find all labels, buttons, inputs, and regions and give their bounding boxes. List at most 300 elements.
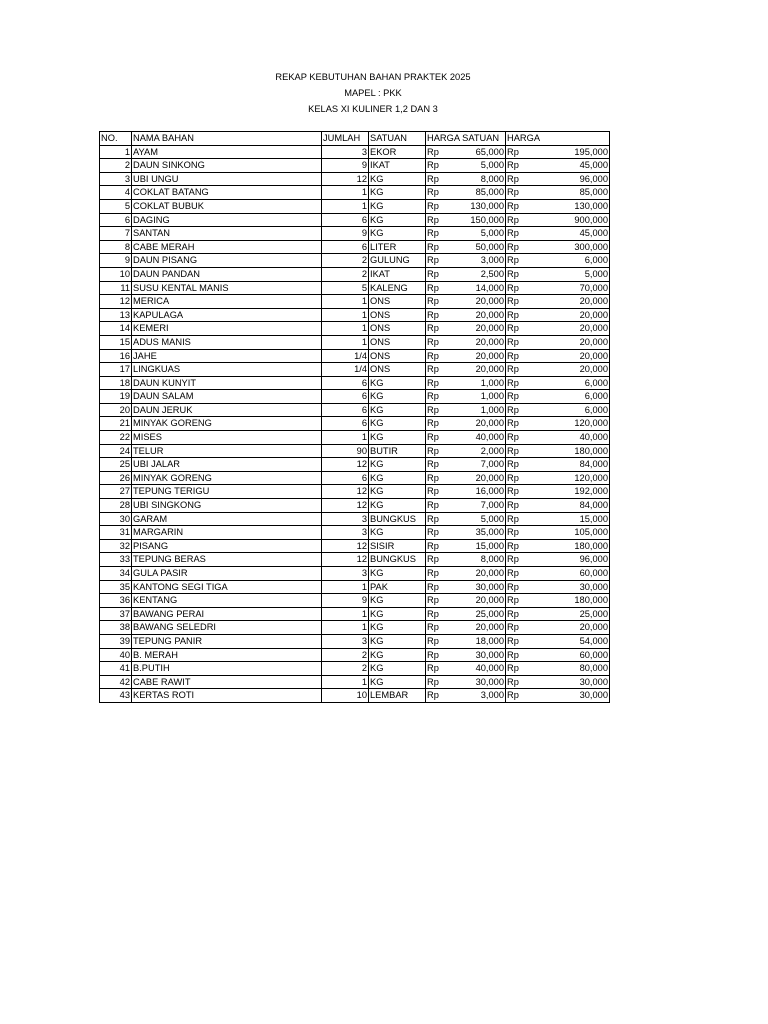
- cell-harga: 40,000: [529, 431, 610, 445]
- cell-harga-satuan: 20,000: [451, 621, 506, 635]
- cell-currency: Rp: [506, 431, 529, 445]
- cell-no: 12: [100, 295, 132, 309]
- cell-jumlah: 2: [322, 254, 369, 268]
- cell-satuan: IKAT: [369, 267, 426, 281]
- cell-currency: Rp: [506, 499, 529, 513]
- cell-harga: 20,000: [529, 621, 610, 635]
- cell-satuan: KALENG: [369, 281, 426, 295]
- cell-jumlah: 12: [322, 553, 369, 567]
- cell-harga: 20,000: [529, 295, 610, 309]
- cell-harga-satuan: 5,000: [451, 227, 506, 241]
- cell-satuan: KG: [369, 172, 426, 186]
- cell-currency: Rp: [506, 172, 529, 186]
- table-row: [100, 689, 610, 703]
- cell-satuan: ONS: [369, 363, 426, 377]
- cell-jumlah: 1/4: [322, 363, 369, 377]
- cell-jumlah: 6: [322, 213, 369, 227]
- cell-nama-bahan: CABE MERAH: [132, 240, 322, 254]
- cell-no: 21: [100, 417, 132, 431]
- cell-jumlah: 6: [322, 376, 369, 390]
- cell-nama-bahan: DAUN PANDAN: [132, 267, 322, 281]
- cell-jumlah: 1: [322, 621, 369, 635]
- cell-nama-bahan: KENTANG: [132, 594, 322, 608]
- cell-nama-bahan: SANTAN: [132, 227, 322, 241]
- cell-nama-bahan: TELUR: [132, 444, 322, 458]
- cell-nama-bahan: BAWANG SELEDRI: [132, 621, 322, 635]
- cell-harga-satuan: 5,000: [451, 159, 506, 173]
- cell-currency: Rp: [426, 567, 451, 581]
- cell-harga-satuan: 65,000: [451, 145, 506, 159]
- cell-nama-bahan: LINGKUAS: [132, 363, 322, 377]
- cell-no: 18: [100, 376, 132, 390]
- cell-harga: 900,000: [529, 213, 610, 227]
- cell-jumlah: 1: [322, 199, 369, 213]
- header-harga: HARGA: [506, 132, 610, 146]
- cell-no: 38: [100, 621, 132, 635]
- cell-harga: 6,000: [529, 254, 610, 268]
- cell-harga-satuan: 7,000: [451, 458, 506, 472]
- cell-jumlah: 9: [322, 594, 369, 608]
- cell-nama-bahan: KERTAS ROTI: [132, 689, 322, 703]
- cell-satuan: KG: [369, 634, 426, 648]
- cell-harga-satuan: 8,000: [451, 553, 506, 567]
- cell-currency: Rp: [506, 322, 529, 336]
- cell-currency: Rp: [426, 227, 451, 241]
- cell-no: 7: [100, 227, 132, 241]
- cell-harga: 6,000: [529, 403, 610, 417]
- cell-harga-satuan: 3,000: [451, 254, 506, 268]
- cell-no: 13: [100, 308, 132, 322]
- cell-currency: Rp: [506, 159, 529, 173]
- cell-no: 33: [100, 553, 132, 567]
- cell-no: 19: [100, 390, 132, 404]
- cell-no: 26: [100, 471, 132, 485]
- cell-satuan: KG: [369, 376, 426, 390]
- cell-currency: Rp: [426, 499, 451, 513]
- cell-nama-bahan: UBI JALAR: [132, 458, 322, 472]
- table-row: [100, 240, 610, 254]
- cell-satuan: KG: [369, 186, 426, 200]
- cell-satuan: GULUNG: [369, 254, 426, 268]
- cell-harga: 180,000: [529, 539, 610, 553]
- cell-jumlah: 6: [322, 417, 369, 431]
- cell-harga: 96,000: [529, 553, 610, 567]
- cell-currency: Rp: [506, 349, 529, 363]
- cell-harga-satuan: 30,000: [451, 580, 506, 594]
- table-row: [100, 281, 610, 295]
- table-row: [100, 634, 610, 648]
- cell-satuan: ONS: [369, 349, 426, 363]
- cell-nama-bahan: MISES: [132, 431, 322, 445]
- cell-nama-bahan: COKLAT BATANG: [132, 186, 322, 200]
- table-row: [100, 295, 610, 309]
- cell-harga-satuan: 5,000: [451, 512, 506, 526]
- cell-harga: 192,000: [529, 485, 610, 499]
- cell-no: 40: [100, 648, 132, 662]
- cell-no: 22: [100, 431, 132, 445]
- cell-currency: Rp: [426, 553, 451, 567]
- cell-currency: Rp: [426, 675, 451, 689]
- cell-currency: Rp: [426, 267, 451, 281]
- cell-harga-satuan: 30,000: [451, 675, 506, 689]
- table-row: [100, 580, 610, 594]
- table-row: [100, 526, 610, 540]
- cell-harga: 105,000: [529, 526, 610, 540]
- cell-satuan: BUTIR: [369, 444, 426, 458]
- cell-harga-satuan: 1,000: [451, 403, 506, 417]
- cell-no: 32: [100, 539, 132, 553]
- cell-satuan: SISIR: [369, 539, 426, 553]
- cell-harga-satuan: 25,000: [451, 607, 506, 621]
- cell-harga: 60,000: [529, 648, 610, 662]
- cell-harga: 20,000: [529, 349, 610, 363]
- table-row: [100, 172, 610, 186]
- table-row: [100, 227, 610, 241]
- cell-currency: Rp: [506, 553, 529, 567]
- cell-harga-satuan: 20,000: [451, 363, 506, 377]
- table-row: [100, 458, 610, 472]
- cell-satuan: ONS: [369, 322, 426, 336]
- cell-harga: 120,000: [529, 471, 610, 485]
- table-row: [100, 553, 610, 567]
- cell-satuan: KG: [369, 526, 426, 540]
- cell-jumlah: 6: [322, 390, 369, 404]
- cell-harga: 20,000: [529, 335, 610, 349]
- cell-nama-bahan: DAUN KUNYIT: [132, 376, 322, 390]
- cell-satuan: KG: [369, 648, 426, 662]
- cell-currency: Rp: [506, 634, 529, 648]
- cell-satuan: KG: [369, 594, 426, 608]
- cell-harga: 30,000: [529, 689, 610, 703]
- cell-currency: Rp: [506, 594, 529, 608]
- cell-no: 1: [100, 145, 132, 159]
- table-row: [100, 648, 610, 662]
- table-row: [100, 621, 610, 635]
- cell-currency: Rp: [506, 539, 529, 553]
- cell-harga: 130,000: [529, 199, 610, 213]
- cell-no: 20: [100, 403, 132, 417]
- header-nama-bahan: NAMA BAHAN: [132, 132, 322, 146]
- table-row: [100, 213, 610, 227]
- cell-harga-satuan: 1,000: [451, 376, 506, 390]
- cell-harga-satuan: 20,000: [451, 594, 506, 608]
- cell-nama-bahan: CABE RAWIT: [132, 675, 322, 689]
- cell-currency: Rp: [506, 444, 529, 458]
- cell-no: 36: [100, 594, 132, 608]
- cell-currency: Rp: [426, 308, 451, 322]
- cell-jumlah: 3: [322, 526, 369, 540]
- cell-jumlah: 3: [322, 145, 369, 159]
- cell-nama-bahan: ADUS MANIS: [132, 335, 322, 349]
- cell-nama-bahan: B.PUTIH: [132, 662, 322, 676]
- cell-satuan: KG: [369, 485, 426, 499]
- cell-no: 3: [100, 172, 132, 186]
- cell-currency: Rp: [506, 403, 529, 417]
- cell-currency: Rp: [506, 662, 529, 676]
- cell-currency: Rp: [506, 675, 529, 689]
- cell-satuan: KG: [369, 621, 426, 635]
- cell-nama-bahan: KANTONG SEGI TIGA: [132, 580, 322, 594]
- cell-nama-bahan: B. MERAH: [132, 648, 322, 662]
- cell-currency: Rp: [426, 648, 451, 662]
- cell-harga: 20,000: [529, 322, 610, 336]
- cell-nama-bahan: BAWANG PERAI: [132, 607, 322, 621]
- cell-jumlah: 12: [322, 499, 369, 513]
- cell-currency: Rp: [506, 281, 529, 295]
- cell-nama-bahan: DAUN PISANG: [132, 254, 322, 268]
- cell-no: 42: [100, 675, 132, 689]
- table-row: [100, 417, 610, 431]
- cell-jumlah: 2: [322, 662, 369, 676]
- cell-currency: Rp: [506, 648, 529, 662]
- cell-harga: 195,000: [529, 145, 610, 159]
- cell-currency: Rp: [506, 621, 529, 635]
- cell-currency: Rp: [506, 376, 529, 390]
- cell-currency: Rp: [506, 295, 529, 309]
- cell-no: 35: [100, 580, 132, 594]
- cell-jumlah: 3: [322, 634, 369, 648]
- cell-harga-satuan: 130,000: [451, 199, 506, 213]
- cell-currency: Rp: [426, 662, 451, 676]
- cell-satuan: KG: [369, 675, 426, 689]
- cell-harga-satuan: 20,000: [451, 567, 506, 581]
- header-no: NO.: [100, 132, 132, 146]
- cell-jumlah: 6: [322, 403, 369, 417]
- cell-nama-bahan: MARGARIN: [132, 526, 322, 540]
- cell-currency: Rp: [506, 308, 529, 322]
- cell-currency: Rp: [426, 199, 451, 213]
- document-title: REKAP KEBUTUHAN BAHAN PRAKTEK 2025: [275, 72, 471, 82]
- cell-jumlah: 10: [322, 689, 369, 703]
- cell-no: 2: [100, 159, 132, 173]
- cell-currency: Rp: [426, 594, 451, 608]
- cell-harga: 5,000: [529, 267, 610, 281]
- cell-nama-bahan: UBI UNGU: [132, 172, 322, 186]
- cell-harga: 180,000: [529, 594, 610, 608]
- cell-no: 10: [100, 267, 132, 281]
- cell-harga: 80,000: [529, 662, 610, 676]
- cell-harga-satuan: 20,000: [451, 349, 506, 363]
- table-row: [100, 322, 610, 336]
- cell-currency: Rp: [506, 471, 529, 485]
- cell-currency: Rp: [506, 335, 529, 349]
- cell-harga-satuan: 8,000: [451, 172, 506, 186]
- cell-harga: 85,000: [529, 186, 610, 200]
- cell-no: 6: [100, 213, 132, 227]
- cell-harga-satuan: 20,000: [451, 471, 506, 485]
- cell-currency: Rp: [426, 444, 451, 458]
- cell-nama-bahan: PISANG: [132, 539, 322, 553]
- cell-jumlah: 1: [322, 607, 369, 621]
- cell-currency: Rp: [426, 390, 451, 404]
- cell-nama-bahan: AYAM: [132, 145, 322, 159]
- cell-currency: Rp: [426, 417, 451, 431]
- cell-satuan: KG: [369, 227, 426, 241]
- cell-harga-satuan: 50,000: [451, 240, 506, 254]
- cell-nama-bahan: KEMERI: [132, 322, 322, 336]
- cell-jumlah: 5: [322, 281, 369, 295]
- cell-currency: Rp: [506, 689, 529, 703]
- cell-currency: Rp: [426, 607, 451, 621]
- cell-jumlah: 90: [322, 444, 369, 458]
- cell-currency: Rp: [426, 580, 451, 594]
- cell-jumlah: 1/4: [322, 349, 369, 363]
- cell-jumlah: 3: [322, 512, 369, 526]
- cell-harga-satuan: 20,000: [451, 295, 506, 309]
- cell-harga: 70,000: [529, 281, 610, 295]
- cell-satuan: KG: [369, 431, 426, 445]
- cell-currency: Rp: [426, 240, 451, 254]
- cell-currency: Rp: [426, 349, 451, 363]
- table-row: [100, 512, 610, 526]
- table-row: [100, 594, 610, 608]
- table-row: [100, 254, 610, 268]
- cell-satuan: KG: [369, 607, 426, 621]
- cell-jumlah: 12: [322, 172, 369, 186]
- cell-no: 39: [100, 634, 132, 648]
- cell-currency: Rp: [506, 254, 529, 268]
- cell-harga-satuan: 2,000: [451, 444, 506, 458]
- cell-nama-bahan: SUSU KENTAL MANIS: [132, 281, 322, 295]
- cell-satuan: KG: [369, 471, 426, 485]
- cell-currency: Rp: [426, 281, 451, 295]
- cell-jumlah: 9: [322, 227, 369, 241]
- cell-harga-satuan: 20,000: [451, 322, 506, 336]
- cell-satuan: LITER: [369, 240, 426, 254]
- table-row: [100, 186, 610, 200]
- table-row: [100, 159, 610, 173]
- cell-nama-bahan: MERICA: [132, 295, 322, 309]
- cell-satuan: EKOR: [369, 145, 426, 159]
- cell-harga-satuan: 40,000: [451, 431, 506, 445]
- cell-harga: 45,000: [529, 159, 610, 173]
- cell-harga: 60,000: [529, 567, 610, 581]
- cell-no: 25: [100, 458, 132, 472]
- cell-satuan: KG: [369, 499, 426, 513]
- cell-no: 17: [100, 363, 132, 377]
- cell-harga: 96,000: [529, 172, 610, 186]
- cell-jumlah: 1: [322, 335, 369, 349]
- cell-currency: Rp: [426, 403, 451, 417]
- cell-no: 24: [100, 444, 132, 458]
- table-row: [100, 444, 610, 458]
- cell-jumlah: 9: [322, 159, 369, 173]
- cell-satuan: KG: [369, 417, 426, 431]
- cell-currency: Rp: [506, 390, 529, 404]
- cell-satuan: IKAT: [369, 159, 426, 173]
- cell-no: 5: [100, 199, 132, 213]
- cell-jumlah: 1: [322, 186, 369, 200]
- cell-satuan: ONS: [369, 295, 426, 309]
- cell-currency: Rp: [426, 458, 451, 472]
- cell-harga-satuan: 150,000: [451, 213, 506, 227]
- table-row: [100, 662, 610, 676]
- cell-currency: Rp: [426, 186, 451, 200]
- cell-no: 15: [100, 335, 132, 349]
- cell-harga: 84,000: [529, 499, 610, 513]
- cell-currency: Rp: [506, 186, 529, 200]
- cell-currency: Rp: [426, 689, 451, 703]
- cell-currency: Rp: [426, 512, 451, 526]
- cell-currency: Rp: [506, 485, 529, 499]
- cell-harga: 30,000: [529, 580, 610, 594]
- cell-satuan: ONS: [369, 308, 426, 322]
- cell-satuan: ONS: [369, 335, 426, 349]
- cell-nama-bahan: JAHE: [132, 349, 322, 363]
- cell-currency: Rp: [506, 607, 529, 621]
- cell-satuan: KG: [369, 403, 426, 417]
- cell-currency: Rp: [506, 512, 529, 526]
- cell-nama-bahan: TEPUNG TERIGU: [132, 485, 322, 499]
- cell-no: 14: [100, 322, 132, 336]
- table-row: [100, 199, 610, 213]
- cell-currency: Rp: [506, 363, 529, 377]
- cell-harga-satuan: 2,500: [451, 267, 506, 281]
- cell-currency: Rp: [506, 227, 529, 241]
- table-row: [100, 390, 610, 404]
- cell-harga-satuan: 15,000: [451, 539, 506, 553]
- cell-jumlah: 6: [322, 240, 369, 254]
- cell-nama-bahan: DAUN SALAM: [132, 390, 322, 404]
- cell-currency: Rp: [506, 213, 529, 227]
- cell-currency: Rp: [426, 322, 451, 336]
- table-row: [100, 607, 610, 621]
- class-info: KELAS XI KULINER 1,2 DAN 3: [308, 104, 438, 114]
- cell-harga: 45,000: [529, 227, 610, 241]
- cell-satuan: KG: [369, 199, 426, 213]
- cell-nama-bahan: TEPUNG PANIR: [132, 634, 322, 648]
- table-row: [100, 308, 610, 322]
- table-row: [100, 539, 610, 553]
- cell-harga-satuan: 40,000: [451, 662, 506, 676]
- cell-jumlah: 6: [322, 471, 369, 485]
- cell-currency: Rp: [426, 526, 451, 540]
- table-row: [100, 376, 610, 390]
- cell-currency: Rp: [426, 634, 451, 648]
- cell-jumlah: 3: [322, 567, 369, 581]
- cell-harga: 180,000: [529, 444, 610, 458]
- document-subtitle: MAPEL : PKK: [344, 88, 402, 98]
- cell-jumlah: 1: [322, 580, 369, 594]
- cell-currency: Rp: [506, 145, 529, 159]
- cell-harga-satuan: 20,000: [451, 308, 506, 322]
- cell-nama-bahan: GARAM: [132, 512, 322, 526]
- cell-nama-bahan: MINYAK GORENG: [132, 471, 322, 485]
- cell-nama-bahan: DAGING: [132, 213, 322, 227]
- cell-currency: Rp: [426, 376, 451, 390]
- table-row: [100, 431, 610, 445]
- table-row: [100, 335, 610, 349]
- cell-harga: 120,000: [529, 417, 610, 431]
- table-row: [100, 485, 610, 499]
- cell-satuan: LEMBAR: [369, 689, 426, 703]
- cell-satuan: KG: [369, 390, 426, 404]
- cell-jumlah: 1: [322, 431, 369, 445]
- cell-no: 30: [100, 512, 132, 526]
- cell-no: 11: [100, 281, 132, 295]
- table-row: [100, 349, 610, 363]
- cell-harga: 20,000: [529, 363, 610, 377]
- table-row: [100, 403, 610, 417]
- cell-satuan: BUNGKUS: [369, 512, 426, 526]
- cell-currency: Rp: [506, 526, 529, 540]
- cell-currency: Rp: [426, 335, 451, 349]
- cell-jumlah: 12: [322, 458, 369, 472]
- materials-table: [99, 131, 610, 703]
- cell-currency: Rp: [426, 471, 451, 485]
- cell-currency: Rp: [426, 539, 451, 553]
- table-row: [100, 145, 610, 159]
